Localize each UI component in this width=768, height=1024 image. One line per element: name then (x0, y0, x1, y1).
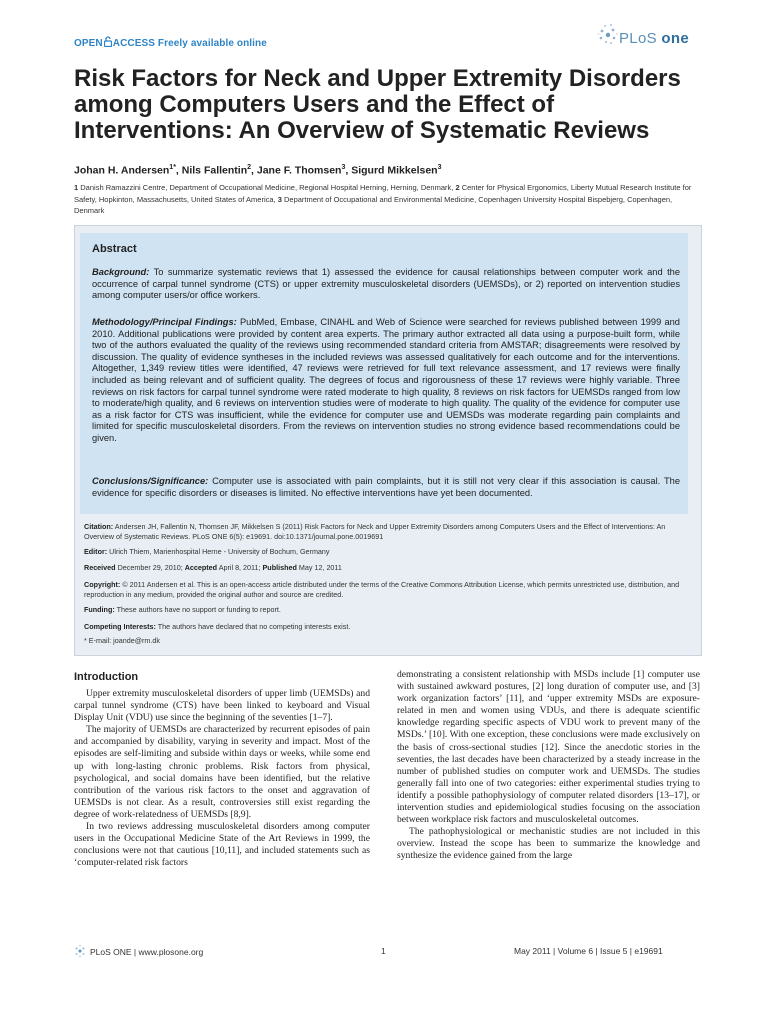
body-column-left (74, 688, 370, 869)
abstract-section-label: Methodology/Principal Findings: (92, 317, 237, 327)
abstract-box (80, 233, 688, 514)
dates (84, 563, 688, 573)
affiliation-number: 2 (455, 183, 460, 192)
editor-label: Editor: (84, 547, 108, 556)
affiliation-number: 3 (277, 194, 282, 204)
affiliation-text: Department of Occupational and Environmental Medicine, Copenhagen University Hospital Bispebjerg, Copenhagen, Denmark (74, 194, 673, 215)
author-name: Nils Fallentin (181, 164, 248, 177)
abstract-background (92, 267, 680, 302)
competing-label: Competing Interests: (84, 622, 156, 631)
plos-dots-icon (74, 944, 86, 960)
paragraph: In two reviews addressing musculoskeletal disorders among computer users in the Occupational Medicine State of the Art Reviews in 1999, the conclusions were not that cautious [10,11], and included statements such as ‘computer-related risk factors (74, 821, 370, 869)
author-name: Johan H. Andersen (74, 164, 170, 177)
abstract-section-text: PubMed, Embase, CINAHL and Web of Science were searched for reviews published between 1999 and 2010. Additional publications were provided by content area experts. The primary author extracted all data using a purpose-built form, while two of the authors evaluated the quality of the reviews using recommended standard criteria from AMSTAR; disagreements were resolved by discussion. The quality of evidence syntheses in the included reviews was assessed qualitatively for each outcome and for the interventions. Altogether, 1,349 review titles were identified, 47 reviews were retrieved for full text relevance assessment, and 17 reviews were finally included as being relevant and of sufficient quality. The degrees of focus and rigorousness of these 17 reviews were highly variable. Three reviews on risk factors for carpal tunnel syndrome were rated moderate to high quality, 8 reviews on risk factors for UEMSDs ranged from low to moderate/high quality, and 6 reviews on intervention studies were of moderate to high quality. The quality of the evidence for computer use as a risk factor for CTS was insufficient, while the evidence for computer use and UEMSDs was moderate regarding pain complaints and limited for specific musculoskeletal disorders. From the reviews on intervention studies no strong evidence based recommendations could be given. (92, 317, 680, 443)
journal-url: PLoS ONE | www.plosone.org (90, 947, 204, 957)
accepted-date: April 8, 2011; (218, 563, 261, 572)
funding (84, 605, 688, 615)
author-list: Johan H. Andersen$^{1*}$, Nils Fallentin$^2$, Jane F. Thomsen$^3$, Sigurd Mikkelsen$^3$ (74, 164, 442, 177)
received-label: Received (84, 563, 116, 572)
published-label: Published (262, 563, 297, 572)
footer-journal (74, 944, 203, 960)
author-sup: 3 (437, 164, 442, 171)
copyright-text: © 2011 Andersen et al. This is an open-access article distributed under the terms of the Creative Commons Attribution License, which permits unrestricted use, distribution, and reproduction in any medium, provided the original author and source are credited. (84, 580, 680, 599)
editor (84, 547, 688, 557)
open-label: OPEN (74, 38, 103, 49)
logo-text-s: S (646, 30, 657, 47)
affiliation-text: Danish Ramazzini Centre, Department of Occupational Medicine, Regional Hospital Herning, Herning, Denmark, (80, 183, 454, 192)
affiliation-text: Center for Physical Ergonomics, Liberty Mutual Research Institute for Safety, Hopkinton, Massachusetts, United States of America, (74, 183, 692, 204)
abstract-section-label: Background: (92, 267, 150, 277)
affiliation-number: 1 (74, 183, 79, 192)
competing-text: The authors have declared that no competing interests exist. (157, 622, 351, 631)
copyright (84, 580, 688, 599)
access-label: ACCESS Freely available online (112, 38, 267, 49)
abstract-heading: Abstract (92, 243, 137, 255)
paragraph: Upper extremity musculoskeletal disorders of upper limb (UEMSDs) and carpal tunnel syndrome (CTS) have been linked to keyboard and Visual Display Unit (VDU) use since the beginning of the seventies [1–7]. (74, 688, 370, 724)
author-name: Sigurd Mikkelsen (351, 164, 438, 177)
abstract-section-label: Conclusions/Significance: (92, 476, 209, 486)
open-access-label (74, 36, 267, 50)
page-number: 1 (381, 946, 386, 956)
introduction-heading: Introduction (74, 671, 139, 683)
competing-interests (84, 622, 688, 632)
citation (84, 522, 688, 541)
logo-text-one: one (661, 30, 689, 47)
logo-text-pl: PL (619, 30, 638, 47)
paragraph: The pathophysiological or mechanistic studies are not included in this overview. Instead the scope has been to summarize the knowledge and synthesize the evidence gained from the large (397, 826, 700, 862)
issue-info: May 2011 | Volume 6 | Issue 5 | e19691 (514, 946, 663, 956)
copyright-label: Copyright: (84, 580, 121, 589)
abstract-section-text: Computer use is associated with pain complaints, but it is still not very clear if this association is causal. The evidence for specific disorders or diseases is limited. No effective interventions have yet been documented. (92, 476, 680, 498)
author-sup: 2 (247, 164, 252, 171)
funding-label: Funding: (84, 605, 115, 614)
paragraph: The majority of UEMSDs are characterized by recurrent episodes of pain and accompanied by disability, varying in severity and impact. Most of the episodes are self-limiting and subside within days or weeks, while some end up with long-lasting chronic problems. Risk factors from physical, psychological, and social domains have been identified, but the relative contribution of the various risk factors to the onset and aggravation of UEMSDs is not clear. As a result, controversies still exist regarding the degree of work-relatedness of UEMSDs [8,9]. (74, 724, 370, 820)
author-sup: 1* (169, 164, 176, 171)
published-date: May 12, 2011 (298, 563, 342, 572)
citation-label: Citation: (84, 522, 114, 531)
logo-text-o: o (637, 30, 647, 47)
article-title: Risk Factors for Neck and Upper Extremity Disorders among Computers Users and the Effect of Interventions: An Overview of Systematic Reviews (74, 65, 681, 144)
editor-text: Ulrich Thiem, Marienhospital Herne - University of Bochum, Germany (109, 547, 330, 556)
abstract-section-text: To summarize systematic reviews that 1) assessed the evidence for causal relationships between computer work and the occurrence of carpal tunnel syndrome (CTS) or upper extremity musculoskeletal disorders (UEMSDs), or 2) reported on intervention studies among computer users/or office workers. (92, 267, 680, 301)
affiliations (74, 182, 700, 217)
accepted-label: Accepted (184, 563, 218, 572)
email: * E-mail: joande@rm.dk (84, 636, 161, 645)
plos-dots-icon (597, 22, 619, 52)
paragraph: demonstrating a consistent relationship with MSDs include [1] computer use with sustained awkward postures, [2] long duration of computer use, and [3] work organization factors’ [11], and ‘upper extremity MSDs are exposure-related in men and women using VDUs, and there is adequate scientific knowledge regarding specific aspects of VDU work to prevent many of the MSDs.’ [10]. With one exception, these conclusions were made exclusively on the basis of cross-sectional studies [12]. Since the anecdotic stories in the seventies, the last decades have been characterized by a steady increase in the number of published studies on computer work and UEMSDs. The studies generally fall into one of two categories: either experimental studies trying to identify a possible pathophysiology of computer related disorders [13–17], or intervention studies and epidemiological studies focusing on the association between workplace risk factors and musculoskeletal outcomes. (397, 669, 700, 826)
abstract-methods (92, 317, 680, 445)
received-date: December 29, 2010; (117, 563, 183, 572)
abstract-conclusions (92, 476, 680, 499)
funding-text: These authors have no support or funding to report. (116, 605, 281, 614)
author-name: Jane F. Thomsen (256, 164, 342, 177)
author-sup: 3 (341, 164, 346, 171)
body-column-right (397, 669, 700, 863)
plos-one-logo (597, 22, 697, 58)
citation-text: Andersen JH, Fallentin N, Thomsen JF, Mikkelsen S (2011) Risk Factors for Neck and Upper Extremity Disorders among Computers Users and the Effect of Interventions: An Overview of Systematic Reviews. PLoS ONE 6(5): e19691. doi:10.1371/journal.pone.0019691 (84, 522, 666, 541)
open-lock-icon (104, 36, 112, 50)
